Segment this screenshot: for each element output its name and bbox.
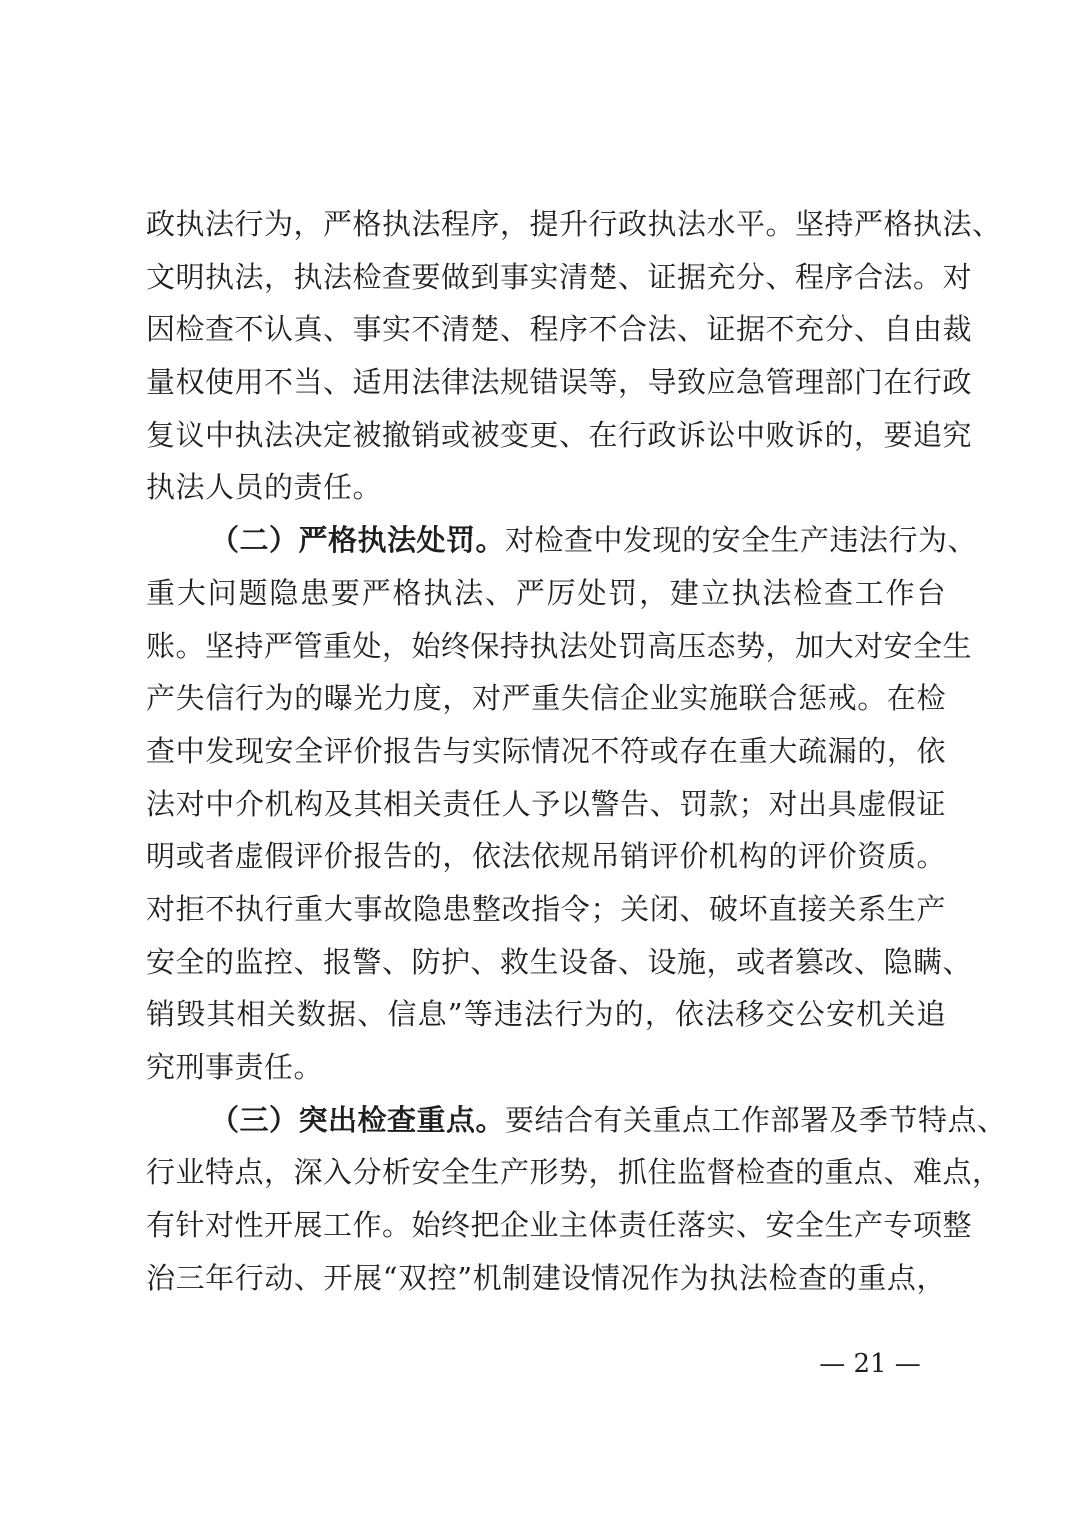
page-number: — 21 — [819, 1349, 921, 1379]
document-body [146, 198, 1007, 1304]
text-line-11: 查中发现安全评价报告与实际情况不符或存在重大疏漏的，依 [146, 733, 946, 768]
paragraph-heading-line [146, 1094, 1007, 1147]
text-line-2: 文明执法，执法检查要做到事实清楚、证据充分、程序合法。对 [146, 259, 973, 294]
text-line-9: 账。坚持严管重处，始终保持执法处罚高压态势，加大对安全生 [146, 628, 973, 663]
text-line-6: 执法人员的责任。 [146, 470, 383, 505]
text-line-20: 有针对性开展工作。始终把企业主体责任落实、安全生产专项整 [146, 1208, 973, 1243]
section-heading-2: （二）严格执法处罚。 [210, 523, 506, 558]
text-line-4: 量权使用不当、适用法律法规错误等，导致应急管理部门在行政 [146, 365, 973, 400]
paragraph-heading-line [146, 514, 978, 567]
text-line-12: 法对中介机构及其相关责任人予以警告、罚款；对出具虚假证 [146, 786, 946, 821]
text-line-1: 政执法行为，严格执法程序，提升行政执法水平。坚持严格执法、 [146, 207, 1002, 241]
text-line-15: 安全的监控、报警、防护、救生设备、设施，或者篡改、隐瞒、 [146, 944, 973, 979]
text-line-3: 因检查不认真、事实不清楚、程序不合法、证据不充分、自由裁 [146, 312, 973, 347]
text-line-10: 产失信行为的曝光力度，对严重失信企业实施联合惩戒。在检 [146, 681, 946, 716]
text-line-8: 重大问题隐患要严格执法、严厉处罚，建立执法检查工作台 [146, 575, 946, 610]
text-line-18: 要结合有关重点工作部署及季节特点、 [505, 1102, 1007, 1137]
section-heading-3: （三）突出检查重点。 [210, 1102, 506, 1137]
text-line-19: 行业特点，深入分析安全生产形势，抓住监督检查的重点、难点， [146, 1155, 1002, 1190]
text-line-17: 究刑事责任。 [146, 1050, 324, 1084]
text-line-5: 复议中执法决定被撤销或被变更、在行政诉讼中败诉的，要追究 [146, 417, 973, 452]
text-line-7: 对检查中发现的安全生产违法行为、 [505, 523, 978, 558]
text-line-16: 销毁其相关数据、信息”等违法行为的，依法移交公安机关追 [146, 997, 946, 1032]
text-line-21: 治三年行动、开展“双控”机制建设情况作为执法检查的重点， [146, 1260, 946, 1295]
text-line-13: 明或者虚假评价报告的，依法依规吊销评价机构的评价资质。 [146, 839, 946, 874]
text-line-14: 对拒不执行重大事故隐患整改指令；关闭、破坏直接关系生产 [146, 891, 946, 926]
